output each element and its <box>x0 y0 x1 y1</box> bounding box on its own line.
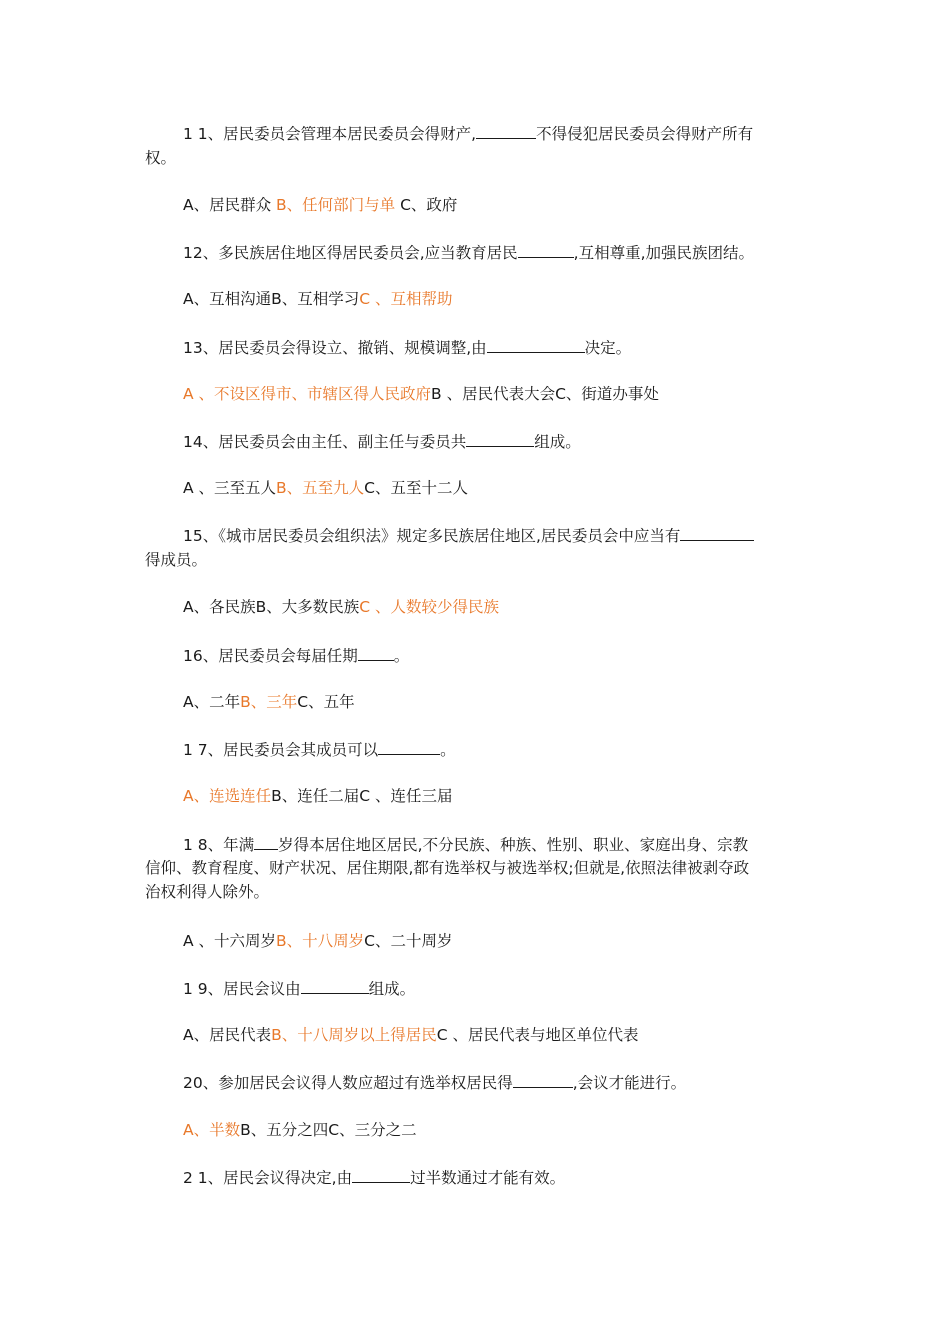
option-a: A、各民族 <box>183 598 256 616</box>
question-text: 15、《城市居民委员会组织法》规定多民族居住地区,居民委员会中应当有 <box>183 527 681 545</box>
question-text-tail: 不得侵犯居民委员会得财产所有 <box>536 125 754 143</box>
option-b: B、五分之四 <box>240 1121 329 1139</box>
option-b: B、互相学习 <box>271 290 360 308</box>
question-text: 1 7、居民委员会其成员可以 <box>183 741 379 759</box>
option-b-answer: B、十八周岁 <box>276 932 365 950</box>
option-a: A、居民代表 <box>183 1026 272 1044</box>
options-18 <box>183 929 453 953</box>
question-18-continuation-2: 治权利得人除外。 <box>145 883 270 901</box>
question-text: 20、参加居民会议得人数应超过有选举权居民得 <box>183 1074 513 1092</box>
question-text: 1 9、居民会议由 <box>183 980 301 998</box>
question-text: 1 1、居民委员会管理本居民委员会得财产, <box>183 125 477 143</box>
option-c: C 、连任三届 <box>359 787 453 805</box>
answer-blank <box>466 429 534 447</box>
option-b-answer: B、任何部门与单 <box>276 196 396 214</box>
answer-blank <box>378 737 440 755</box>
answer-blank <box>518 240 574 258</box>
question-19 <box>183 976 415 1001</box>
question-11 <box>183 121 753 146</box>
option-c: C 、居民代表与地区单位代表 <box>436 1026 639 1044</box>
question-14 <box>183 429 581 454</box>
answer-blank <box>301 976 369 994</box>
options-11 <box>183 193 457 217</box>
question-text: 14、居民委员会由主任、副主任与委员共 <box>183 433 467 451</box>
option-b: B 、居民代表大会 <box>431 385 556 403</box>
answer-blank <box>487 335 585 353</box>
option-a: A 、三至五人 <box>183 479 277 497</box>
question-text: 12、多民族居住地区得居民委员会,应当教育居民 <box>183 244 518 262</box>
question-17 <box>183 737 456 762</box>
question-13 <box>183 335 631 360</box>
options-17 <box>183 784 453 808</box>
option-c: C、二十周岁 <box>364 932 453 950</box>
question-text: 13、居民委员会得设立、撤销、规模调整,由 <box>183 339 487 357</box>
option-c: C、五至十二人 <box>364 479 468 497</box>
question-text: 16、居民委员会每届任期 <box>183 647 358 665</box>
option-a-answer: A、半数 <box>183 1121 241 1139</box>
answer-blank <box>358 643 394 661</box>
option-c: C、三分之二 <box>328 1121 417 1139</box>
question-15-continuation: 得成员。 <box>145 551 208 569</box>
question-text-tail: 过半数通过才能有效。 <box>410 1169 566 1187</box>
option-b: B、连任二届 <box>271 787 360 805</box>
options-12 <box>183 287 453 311</box>
option-c-answer: C 、互相帮助 <box>359 290 453 308</box>
question-text-tail: 决定。 <box>584 339 632 357</box>
question-20 <box>183 1070 686 1095</box>
option-c: C、政府 <box>395 196 458 214</box>
option-a: A、二年 <box>183 693 241 711</box>
option-b: B、大多数民族 <box>255 598 360 616</box>
question-21 <box>183 1165 565 1190</box>
option-a-answer: A 、不设区得市、市辖区得人民政府 <box>183 385 432 403</box>
question-text: 1 8、年满 <box>183 836 255 854</box>
answer-blank <box>254 832 278 850</box>
question-16 <box>183 643 409 668</box>
question-18-continuation: 信仰、教育程度、财产状况、居住期限,都有选举权与被选举权;但就是,依照法律被剥夺政 <box>145 859 750 877</box>
question-text-tail: ,互相尊重,加强民族团结。 <box>573 244 755 262</box>
option-a-answer: A、连选连任 <box>183 787 272 805</box>
question-text-tail: 组成。 <box>534 433 581 451</box>
question-text-tail: 岁得本居住地区居民,不分民族、种族、性别、职业、家庭出身、宗教 <box>278 836 749 854</box>
option-c: C、五年 <box>297 693 355 711</box>
question-18 <box>183 832 748 857</box>
question-15 <box>183 523 754 548</box>
option-b-answer: B、十八周岁以上得居民 <box>271 1026 437 1044</box>
answer-blank <box>476 121 536 139</box>
answer-blank <box>680 523 754 541</box>
question-text-tail: ,会议才能进行。 <box>572 1074 687 1092</box>
question-11-continuation: 权。 <box>145 149 177 167</box>
question-12 <box>183 240 754 265</box>
options-16 <box>183 690 355 714</box>
question-text: 2 1、居民会议得决定,由 <box>183 1169 353 1187</box>
option-c: C、街道办事处 <box>555 385 659 403</box>
question-text-tail: 组成。 <box>368 980 416 998</box>
answer-blank <box>352 1165 410 1183</box>
option-a: A、互相沟通 <box>183 290 272 308</box>
option-c-answer: C 、人数较少得民族 <box>359 598 500 616</box>
option-b-answer: B、五至九人 <box>276 479 365 497</box>
option-b-answer: B、三年 <box>240 693 298 711</box>
question-text-tail: 。 <box>440 741 456 759</box>
options-19 <box>183 1023 639 1047</box>
options-13 <box>183 382 659 406</box>
question-text-tail: 。 <box>393 647 410 665</box>
options-15 <box>183 595 499 619</box>
options-20 <box>183 1118 417 1142</box>
option-a: A 、十六周岁 <box>183 932 277 950</box>
options-14 <box>183 476 468 500</box>
option-a: A、居民群众 <box>183 196 277 214</box>
answer-blank <box>513 1070 573 1088</box>
